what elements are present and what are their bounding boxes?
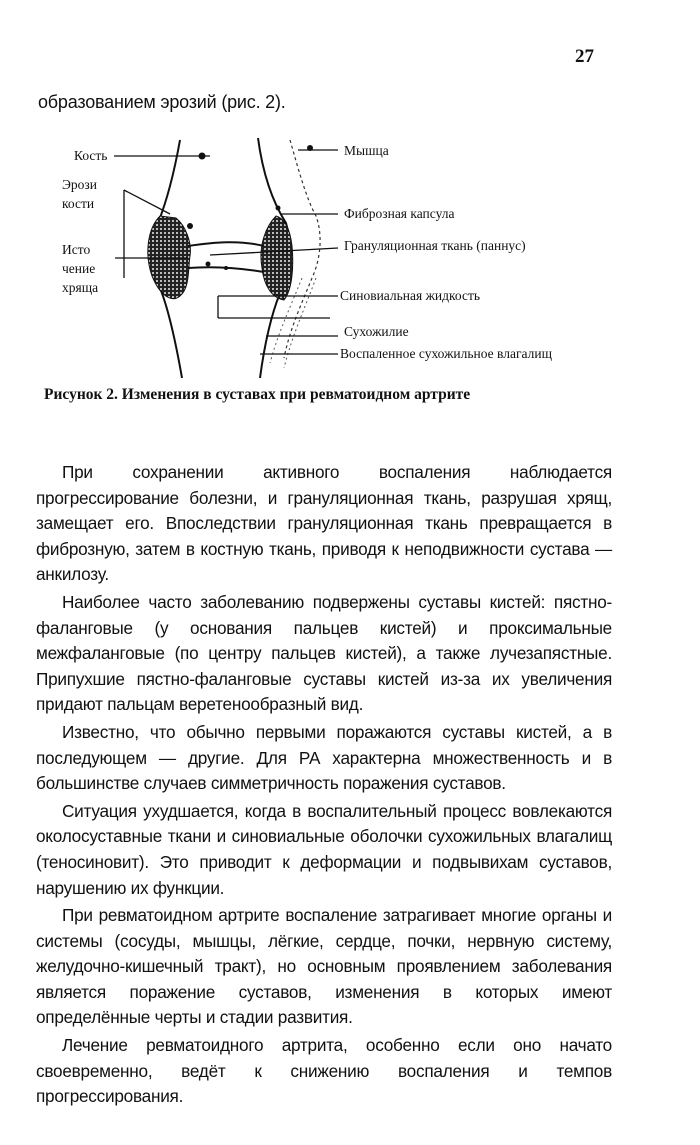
label-tendon-sheath: Воспаленное сухожильное влагалищ [340,346,552,361]
label-synovial-fluid: Синовиальная жидкость [340,288,481,303]
left-pannus [148,216,191,299]
figure-caption: Рисунок 2. Изменения в суставах при ревматоидном артрите [44,386,471,403]
label-thinning-line1: Исто [62,242,91,257]
paragraph: Наиболее часто заболеванию подвержены суставы кистей: пястно-фаланговые (у основания пальцев кистей) и проксимальные межфаланговые (по центру пальцев кистей), а также лучезапястные. Припухшие пястно-фаланговые суставы кистей из-за их увеличения придают пальцам веретенообразный вид. [36,591,612,715]
label-muscle: Мышца [344,143,389,158]
paragraph: При ревматоидном артрите воспаление затрагивает многие органы и системы (сосуды, мышцы, лёгкие, сердце, почки, нервную систему, желудочно-кишечный тракт), но основным проявлением заболевания является поражение суставов, изменения в которых имеют определённые черты и стадии развития. [36,905,612,1028]
label-fibrous-capsule: Фиброзная капсула [344,206,455,221]
paragraph: При сохранении активного воспаления наблюдается прогрессирование болезни, и грануляционная ткань, разрушая хрящ, замещает его. Впоследствии грануляционная ткань превращается в фиброзную, затем в костную ткань, приводя к неподвижности сустава — анкилозу. [36,462,612,585]
joint-diagram [40,128,640,378]
label-erosion-line2: кости [62,196,95,211]
page-number: 27 [575,46,594,67]
right-pannus [261,216,293,300]
label-erosion-line1: Эрози [62,177,97,192]
joint-figure [40,128,640,378]
label-tendon: Сухожилие [344,324,409,339]
label-thinning-line3: хряща [62,280,99,295]
paragraph: Известно, что обычно первыми поражаются суставы кистей, а в последующем — другие. Для РА характерна множественность и в большинстве случаев симметричность поражения суставов. [36,721,612,794]
paragraph: Лечение ревматоидного артрита, особенно если оно начато своевременно, ведёт к снижению воспаления и темпов прогрессирования. [36,1035,612,1107]
joint-space-upper [188,242,264,246]
label-thinning-line2: чение [62,261,96,276]
body-text [36,460,612,1112]
label-bone: Кость [74,148,108,163]
paragraph: Ситуация ухудшается, когда в воспалительный процесс вовлекаются околосуставные ткани и синовиальные оболочки сухожильных влагалищ (теносиновит). Это приводит к деформации и подвывихам суставов, нарушению их функции. [36,800,612,898]
intro-line: образованием эрозий (рис. 2). [38,92,286,112]
label-pannus: Грануляционная ткань (паннус) [344,238,526,253]
